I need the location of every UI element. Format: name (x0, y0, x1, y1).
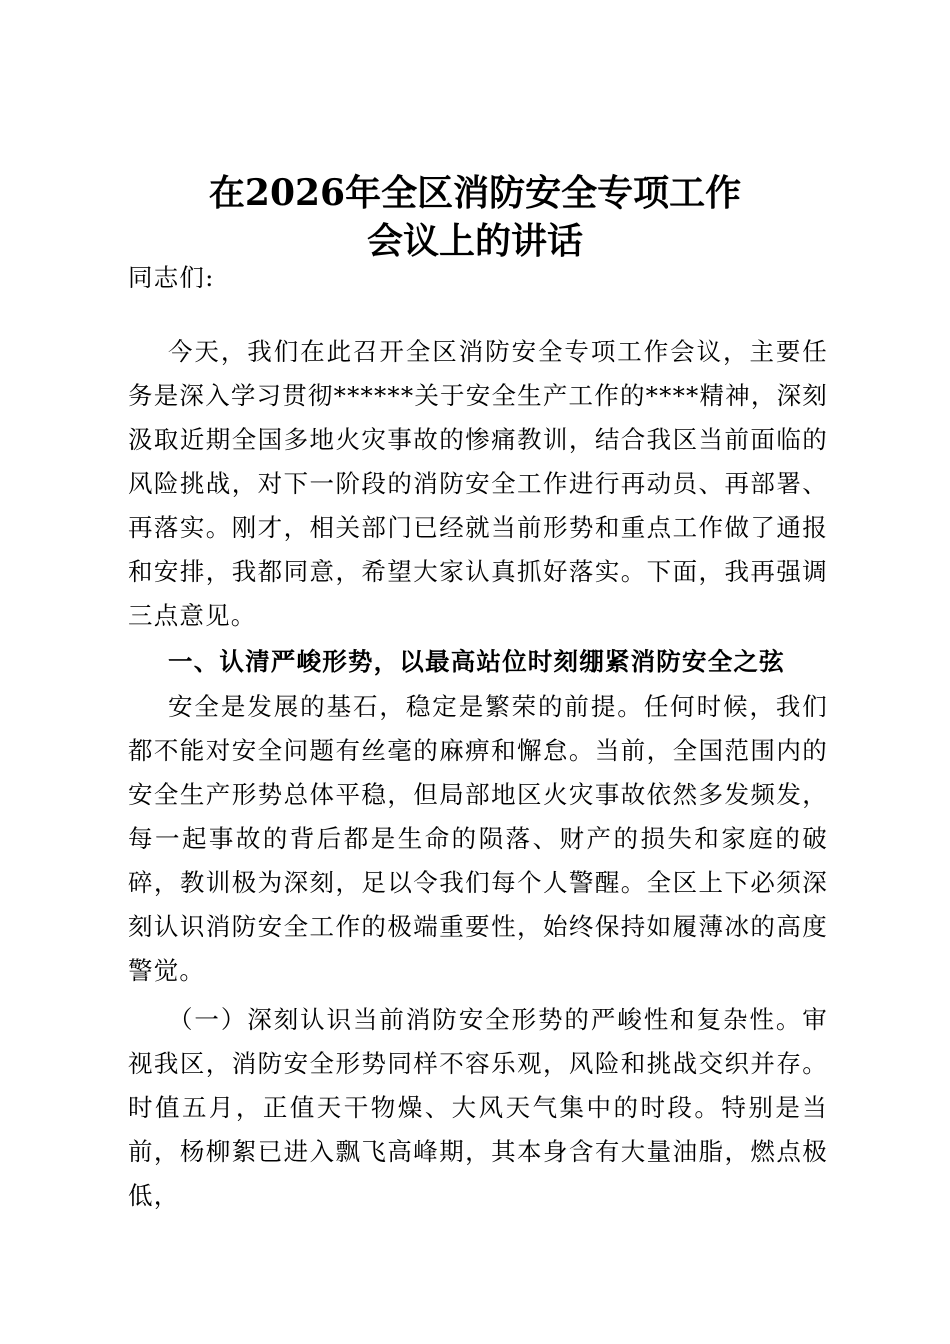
paragraph-section-1: 安全是发展的基石，稳定是繁荣的前提。任何时候，我们都不能对安全问题有丝毫的麻痹和懈怠。当前，全国范围内的安全生产形势总体平稳，但局部地区火灾事故依然多发频发，每一起事故的背后都是生命的陨落、财产的损失和家庭的破碎，教训极为深刻，足以令我们每个人警醒。全区上下必须深刻认识消防安全工作的极端重要性，始终保持如履薄冰的高度警觉。 (128, 692, 828, 985)
paragraph-subsection-1: （一）深刻认识当前消防安全形势的严峻性和复杂性。审视我区，消防安全形势同样不容乐观，风险和挑战交织并存。时值五月，正值天干物燥、大风天气集中的时段。特别是当前，杨柳絮已进入飘飞高峰期，其本身含有大量油脂，燃点极低， (128, 1005, 828, 1210)
document-title-line-1: 在2026年全区消防安全专项工作 (208, 172, 742, 214)
document-title-line-2: 会议上的讲话 (366, 220, 583, 262)
section-heading-1: 一、认清严峻形势，以最高站位时刻绷紧消防安全之弦 (168, 647, 785, 676)
paragraph-intro: 今天，我们在此召开全区消防安全专项工作会议，主要任务是深入学习贯彻******关于安全生产工作的****精神，深刻汲取近期全国多地火灾事故的惨痛教训，结合我区当前面临的风险挑战，对下一阶段的消防安全工作进行再动员、再部署、再落实。刚才，相关部门已经就当前形势和重点工作做了通报和安排，我都同意，希望大家认真抓好落实。下面，我再强调三点意见。 (128, 337, 828, 630)
salutation: 同志们: (128, 263, 215, 292)
